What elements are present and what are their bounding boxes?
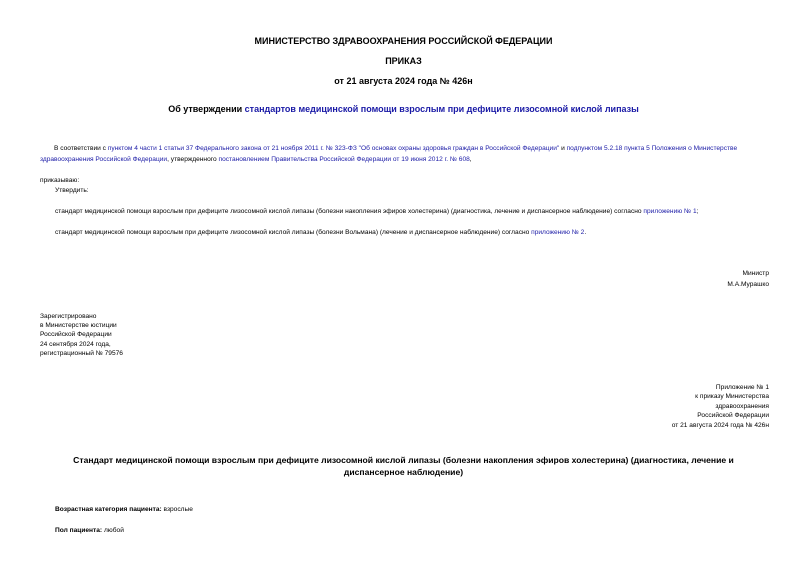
signature-position: Министр [742,270,769,277]
patient-sex [55,526,124,537]
order-item-2-text: стандарт медицинской помощи взрослым при дефиците лизосомной кислой липазы (болезни Вольмана) (лечение и диспансерное наблюдение) согласно [55,229,532,236]
order-item-2 [55,228,586,239]
order-title-link[interactable]: стандартов медицинской помощи взрослым при дефиците лизосомной кислой липазы [244,104,639,114]
order-item-1-end: ; [696,208,699,215]
prikazyvayu-text: приказываю: [40,177,80,184]
appendix-2-link[interactable]: приложению № 2 [531,229,585,236]
appendix-line: Приложение № 1 [715,384,769,391]
order-item-1-text: стандарт медицинской помощи взрослым при дефиците лизосомной кислой липазы (болезни накопления эфиров холестерина) (диагностика, лечение и диспансерное наблюдение) согласно [55,208,644,215]
signature-block [727,269,769,290]
registration-block [40,312,123,358]
order-title [0,104,807,114]
appendix-header [672,383,769,430]
patient-sex-label: Пол пациента: [55,527,103,534]
appendix-line: здравоохранения [715,402,769,410]
preamble-text-3: , утвержденного [167,155,219,163]
preamble-paragraph [40,144,770,165]
order-item-2-end: . [584,229,587,236]
appendix-line: Российской Федерации [697,412,769,420]
preamble-text-2: и [559,145,567,152]
order-title-prefix: Об утверждении [168,104,245,114]
patient-sex-value: любой [102,527,124,534]
order-item-1 [55,207,698,218]
registration-line: 24 сентября 2024 года, [40,340,111,348]
appendix-line: к приказу Министерства [695,393,769,401]
registration-line: регистрационный № 79576 [40,349,123,357]
order-date: от 21 августа 2024 года № 426н [334,76,473,86]
standard-title [0,454,807,478]
registration-line: Российской Федерации [40,331,112,339]
order-word: ПРИКАЗ [385,56,422,66]
standard-title-line-1: Стандарт медицинской помощи взрослым при дефиците лизосомной кислой липазы (болезни накопления эфиров холестерина) (диагностика, лечение и [73,455,734,465]
patient-age [55,505,193,516]
utverdit-text: Утвердить: [55,187,89,194]
preamble-text-1: В соответствии с [54,145,108,152]
preamble-text-4: , [469,155,472,163]
registration-line: в Министерстве юстиции [40,322,117,330]
patient-age-label: Возрастная категория пациента: [55,506,162,513]
ministry-heading: МИНИСТЕРСТВО ЗДРАВООХРАНЕНИЯ РОССИЙСКОЙ ФЕДЕРАЦИИ [254,36,553,46]
appendix-1-link[interactable]: приложению № 1 [643,208,697,215]
appendix-line: от 21 августа 2024 года № 426н [671,421,769,429]
resolution-link[interactable]: постановлением Правительства Российской Федерации от 19 июня 2012 г. № 608 [218,155,470,163]
signature-name: М.А.Мурашко [727,280,769,288]
patient-age-value: взрослые [161,506,193,513]
law-link[interactable]: пунктом 4 части 1 статьи 37 Федерального закона от 21 ноября 2011 г. № 323-ФЗ "Об основах охраны здоровья граждан в Российской Федерации" [107,145,560,152]
registration-line: Зарегистрировано [40,313,97,320]
regulation-link[interactable]: подпунктом 5.2.18 пункта 5 Положения о Министерстве здравоохранения Российской Федерации [40,145,738,163]
standard-title-line-2: диспансерное наблюдение) [343,467,464,477]
